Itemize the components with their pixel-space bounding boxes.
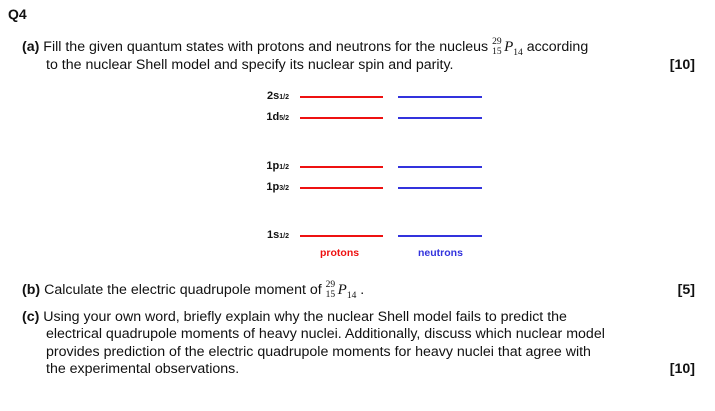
proton-level-1d52 — [300, 117, 383, 119]
part-a-text: Fill the given quantum states with protons and neutrons for the nucleus — [43, 39, 489, 55]
part-c-line2: electrical quadrupole moments of heavy nuclei. Additionally, discuss which nuclear model — [46, 326, 605, 342]
neutron-level-1p32 — [398, 187, 482, 189]
proton-level-1s12 — [300, 235, 383, 237]
part-a-line2: to the nuclear Shell model and specify its nuclear spin and parity. — [46, 57, 454, 73]
part-a-tag: (a) — [22, 39, 40, 55]
level-label-1s12: 1s1/2 — [267, 229, 289, 241]
protons-label: protons — [320, 247, 360, 259]
part-a-text-after: according — [526, 39, 589, 55]
proton-level-2s12 — [300, 96, 383, 98]
neutron-level-2s12 — [398, 96, 482, 98]
neutron-level-1s12 — [398, 235, 482, 237]
part-c-line4: the experimental observations. — [46, 361, 240, 377]
proton-level-1p12 — [300, 166, 383, 168]
part-b-marks: [5] — [677, 282, 695, 298]
part-c-line3: provides prediction of the electric quadrupole moments for heavy nuclei that agree with — [46, 344, 591, 360]
neutron-level-1d52 — [398, 117, 482, 119]
part-b-end: . — [360, 282, 365, 298]
part-b-text: Calculate the electric quadrupole moment of — [44, 282, 322, 298]
part-b-tag: (b) — [22, 282, 41, 298]
nucleus-symbol-b: 29 15 $P_{14}$ — [325, 280, 357, 301]
neutrons-label: neutrons — [418, 247, 463, 259]
part-c-tag: (c) — [22, 309, 40, 325]
question-title: Q4 — [8, 6, 27, 22]
level-label-2s12: 2s1/2 — [267, 90, 289, 102]
nucleus-symbol-a: 29 15 $P_{14}$ — [492, 37, 523, 58]
level-label-1d52: 1d5/2 — [266, 111, 289, 123]
part-a-marks: [10] — [669, 57, 695, 73]
level-label-1p32: 1p3/2 — [266, 181, 289, 193]
proton-level-1p32 — [300, 187, 383, 189]
part-b — [22, 282, 364, 305]
neutron-level-1p12 — [398, 166, 482, 168]
level-label-1p12: 1p1/2 — [266, 160, 289, 172]
part-c-line1: (c) Using your own word, briefly explain why the nuclear Shell model fails to predict the — [22, 309, 567, 325]
part-c-marks: [10] — [669, 361, 695, 377]
